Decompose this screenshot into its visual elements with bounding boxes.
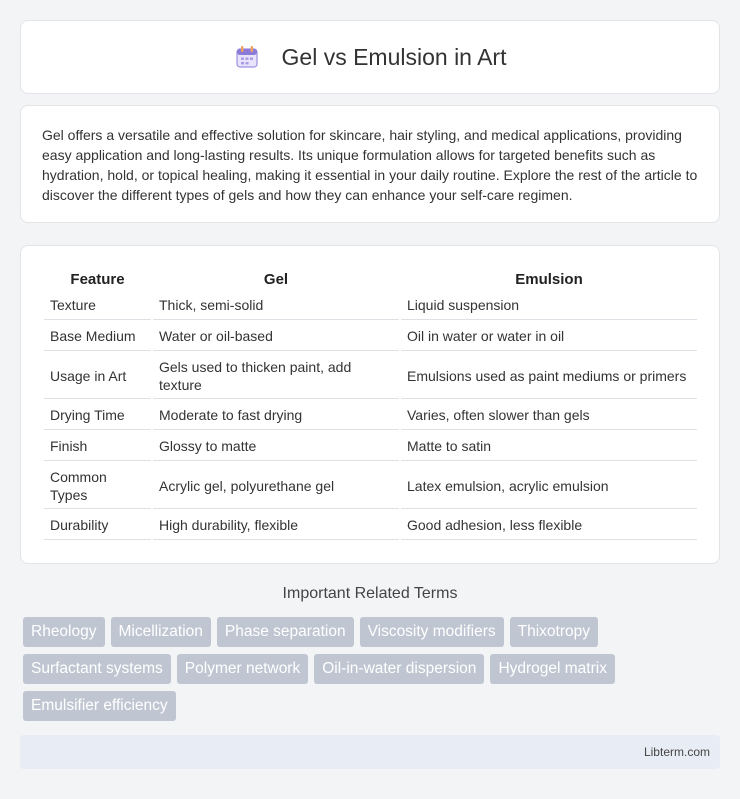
comparison-table — [42, 265, 699, 542]
table-row — [44, 511, 697, 540]
related-terms-heading: Important Related Terms — [282, 585, 458, 602]
column-header-feature: Feature — [70, 271, 125, 288]
column-header-emulsion: Emulsion — [515, 271, 583, 288]
related-term-tag[interactable]: Polymer network — [177, 654, 308, 684]
table-cell: Oil in water or water in oil — [401, 322, 697, 351]
title-card — [20, 20, 720, 94]
table-row — [44, 353, 697, 399]
table-cell: Liquid suspension — [401, 291, 697, 320]
related-terms-list — [23, 617, 723, 721]
table-row — [44, 322, 697, 351]
table-cell: Usage in Art — [44, 353, 151, 399]
table-row — [44, 291, 697, 320]
table-cell: Matte to satin — [401, 432, 697, 461]
related-term-tag[interactable]: Viscosity modifiers — [360, 617, 504, 647]
table-cell: Thick, semi-solid — [153, 291, 399, 320]
table-cell: Water or oil-based — [153, 322, 399, 351]
related-term-tag[interactable]: Phase separation — [217, 617, 354, 647]
related-term-tag[interactable]: Micellization — [111, 617, 211, 647]
table-cell: Acrylic gel, polyurethane gel — [153, 463, 399, 509]
table-header-row — [44, 267, 697, 289]
related-term-tag[interactable]: Thixotropy — [510, 617, 598, 647]
table-cell: High durability, flexible — [153, 511, 399, 540]
related-term-tag[interactable]: Emulsifier efficiency — [23, 691, 176, 721]
table-cell: Durability — [44, 511, 151, 540]
table-row — [44, 463, 697, 509]
comparison-table-card — [20, 245, 720, 564]
table-cell: Drying Time — [44, 401, 151, 430]
column-header-gel: Gel — [263, 271, 289, 288]
table-cell: Gels used to thicken paint, add texture — [153, 353, 399, 399]
page-title: Gel vs Emulsion in Art — [281, 43, 507, 70]
related-term-tag[interactable]: Surfactant systems — [23, 654, 171, 684]
table-cell: Glossy to matte — [153, 432, 399, 461]
table-cell: Moderate to fast drying — [153, 401, 399, 430]
table-row — [44, 401, 697, 430]
footer-site-link[interactable]: Libterm.com — [643, 745, 710, 759]
related-term-tag[interactable]: Rheology — [23, 617, 105, 647]
table-cell: Texture — [44, 291, 151, 320]
table-cell: Good adhesion, less flexible — [401, 511, 697, 540]
table-row — [44, 432, 697, 461]
table-cell: Finish — [44, 432, 151, 461]
table-cell: Base Medium — [44, 322, 151, 351]
related-term-tag[interactable]: Hydrogel matrix — [490, 654, 615, 684]
table-cell: Emulsions used as paint mediums or primers — [401, 353, 697, 399]
table-cell: Varies, often slower than gels — [401, 401, 697, 430]
intro-text: Gel offers a versatile and effective solution for skincare, hair styling, and medical applications, providing easy application and long-lasting results. Its unique formulation allows for targeted benefits such as hydration, hold, or topical healing, making it essential in your daily routine. Explore the rest of the article to discover the different types of gels and how they can enhance your self-care regimen. — [42, 127, 698, 203]
table-cell: Latex emulsion, acrylic emulsion — [401, 463, 697, 509]
footer — [20, 735, 720, 769]
intro-card — [20, 105, 720, 223]
calendar-icon — [234, 44, 260, 70]
related-term-tag[interactable]: Oil-in-water dispersion — [314, 654, 484, 684]
table-cell: Common Types — [44, 463, 151, 509]
